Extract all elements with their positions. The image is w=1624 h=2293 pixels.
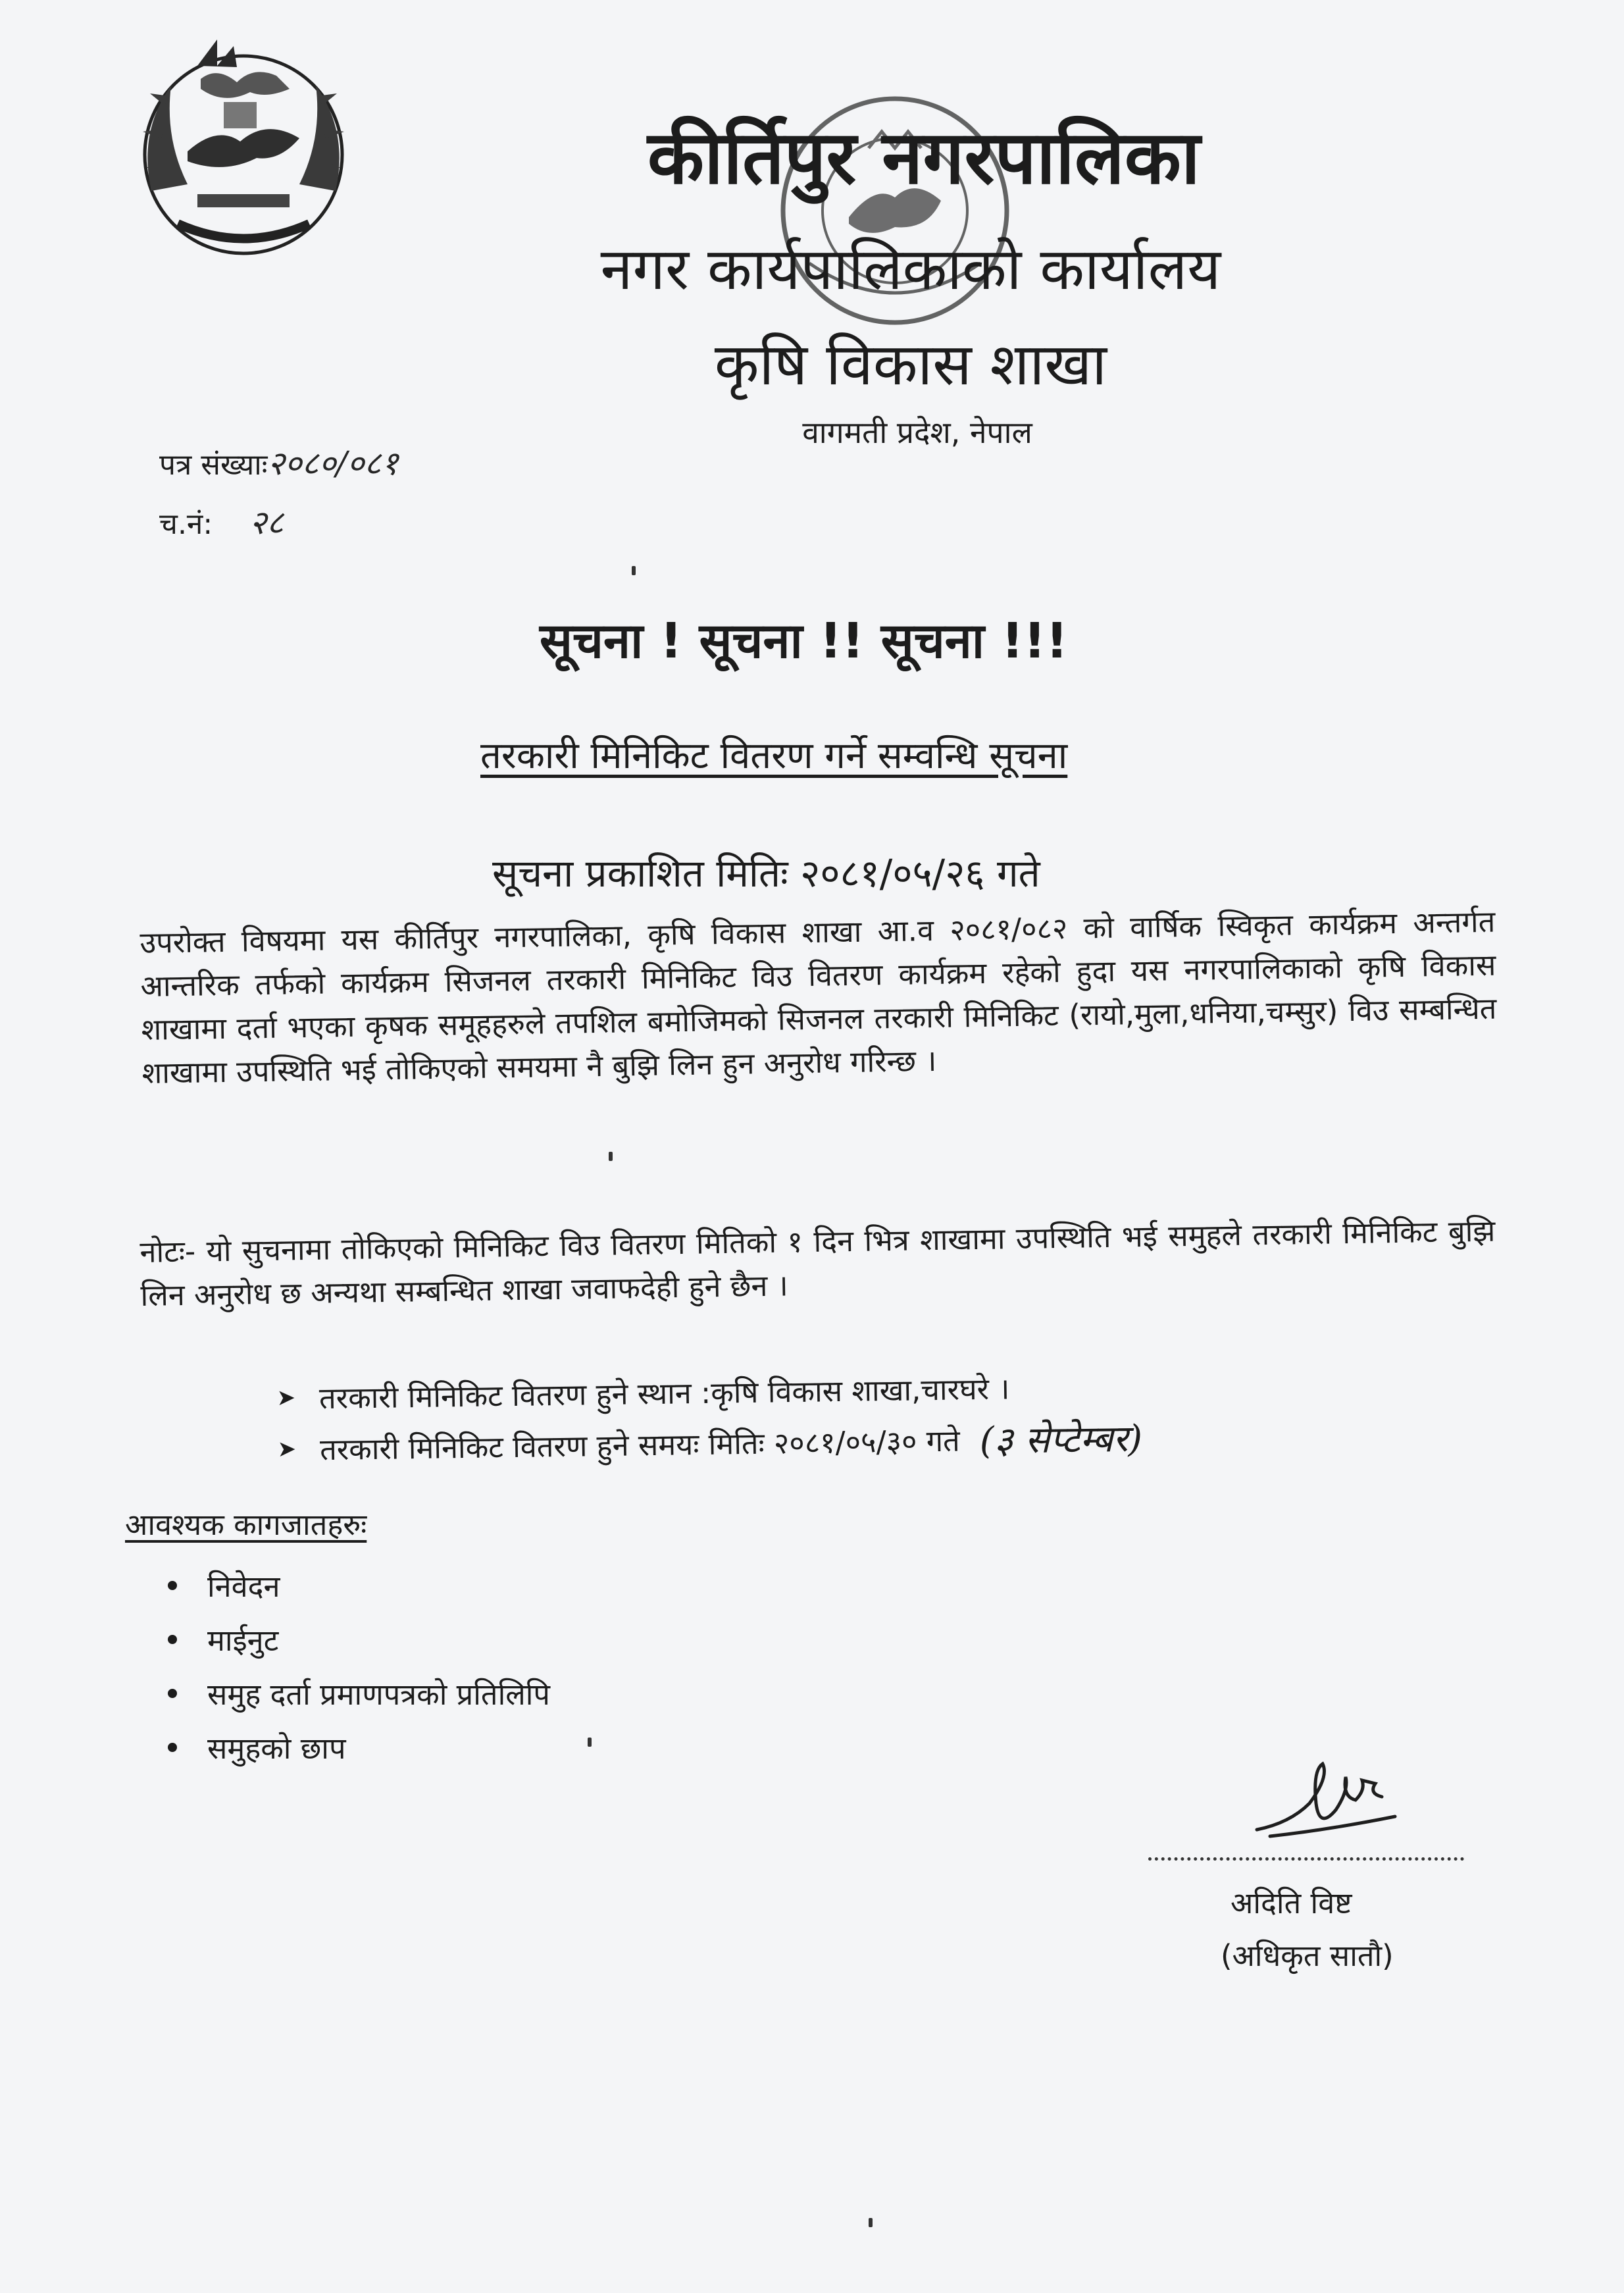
letter-number-label: पत्र संख्याः	[159, 448, 268, 482]
bullet-icon	[168, 1689, 177, 1698]
list-item	[168, 1720, 550, 1774]
published-date-value: २०८१/०५/२६ गते	[800, 851, 1040, 896]
published-date-label: सूचना प्रकाशित मितिः	[492, 851, 788, 896]
signatory-name: अदिति विष्ट	[1231, 1886, 1352, 1920]
dispatch-number	[159, 499, 284, 544]
notice-title: सूचना ! सूचना !! सूचना !!!	[540, 613, 1069, 669]
bullet-icon	[168, 1743, 177, 1752]
documents-list	[168, 1559, 550, 1774]
notice-subject: तरकारी मिनिकिट वितरण गर्ने सम्वन्धि सूचना	[480, 734, 1068, 777]
arrow-bullet-icon: ➤	[277, 1435, 297, 1462]
dispatch-number-value: २८	[249, 503, 284, 542]
note-paragraph: नोटः- यो सुचनामा तोकिएको मिनिकिट विउ वितरण मितिको १ दिन भित्र शाखामा उपस्थिति भई समुहले तरकारी मिनिकिट बुझि लिन अनुरोध छ अन्यथा सम्बन्धित शाखा जवाफदेही हुने छैन ।	[140, 1213, 1496, 1313]
handwritten-signature	[1250, 1744, 1421, 1849]
ink-speck	[588, 1738, 592, 1747]
branch-name: कृषि विकास शाखा	[714, 330, 1107, 398]
province-name: वागमती प्रदेश, नेपाल	[802, 415, 1032, 450]
ink-speck	[869, 2218, 873, 2227]
documents-heading: आवश्यक कागजातहरुः	[125, 1507, 367, 1542]
arrow-bullet-icon: ➤	[276, 1384, 296, 1411]
list-item	[168, 1559, 550, 1612]
distribution-details	[276, 1360, 1143, 1475]
document-item-label: निवेदन	[207, 1568, 280, 1604]
published-date	[492, 846, 1040, 898]
document-item-label: समुहको छाप	[207, 1730, 346, 1766]
document-item-label: माईनुट	[207, 1622, 279, 1658]
letter-number-value: २०८०/०८१	[267, 444, 399, 482]
dispatch-number-label: च.नं:	[159, 507, 213, 541]
handwritten-day: (३ सेप्टेम्बर)	[979, 1417, 1143, 1463]
bullet-icon	[168, 1581, 177, 1590]
bullet-icon	[168, 1635, 177, 1644]
list-item	[168, 1612, 550, 1666]
ink-speck	[609, 1152, 613, 1161]
ink-speck	[632, 566, 636, 575]
main-paragraph: उपरोक्त विषयमा यस कीर्तिपुर नगरपालिका, कृषि विकास शाखा आ.व २०८१/०८२ को वार्षिक स्विकृत कार्यक्रम अन्तर्गत आन्तरिक तर्फको कार्यक्रम सिजनल तरकारी मिनिकिट विउ वितरण कार्यक्रम रहेको हुदा यस नगरपालिकाको कृषि विकास शाखामा दर्ता भएका कृषक समूहहरुले तपशिल बमोजिमको सिजनल तरकारी मिनिकिट (रायो,मुला,धनिया,चम्सुर) विउ सम्बन्धित शाखामा उपस्थिति भई तोकिएको समयमा नै बुझि लिन हुन अनुरोध गरिन्छ ।	[140, 904, 1497, 1091]
executive-office-name: नगर कार्यपालिकाको कार्यालय	[600, 235, 1221, 303]
list-item	[168, 1666, 550, 1720]
municipality-name: कीर्तिपुर नगरपालिका	[647, 115, 1200, 201]
document-item-label: समुह दर्ता प्रमाणपत्रको प्रतिलिपि	[207, 1676, 550, 1712]
distribution-time: तरकारी मिनिकिट वितरण हुने समयः मितिः २०८१/०५/३० गते	[319, 1423, 961, 1467]
signature-line	[1148, 1857, 1464, 1861]
signatory-title: (अधिकृत सातौ)	[1221, 1938, 1394, 1973]
letter-number	[159, 440, 398, 484]
distribution-place: तरकारी मिनिकिट वितरण हुने स्थान :कृषि विकास शाखा,चारघरे ।	[318, 1370, 1010, 1416]
